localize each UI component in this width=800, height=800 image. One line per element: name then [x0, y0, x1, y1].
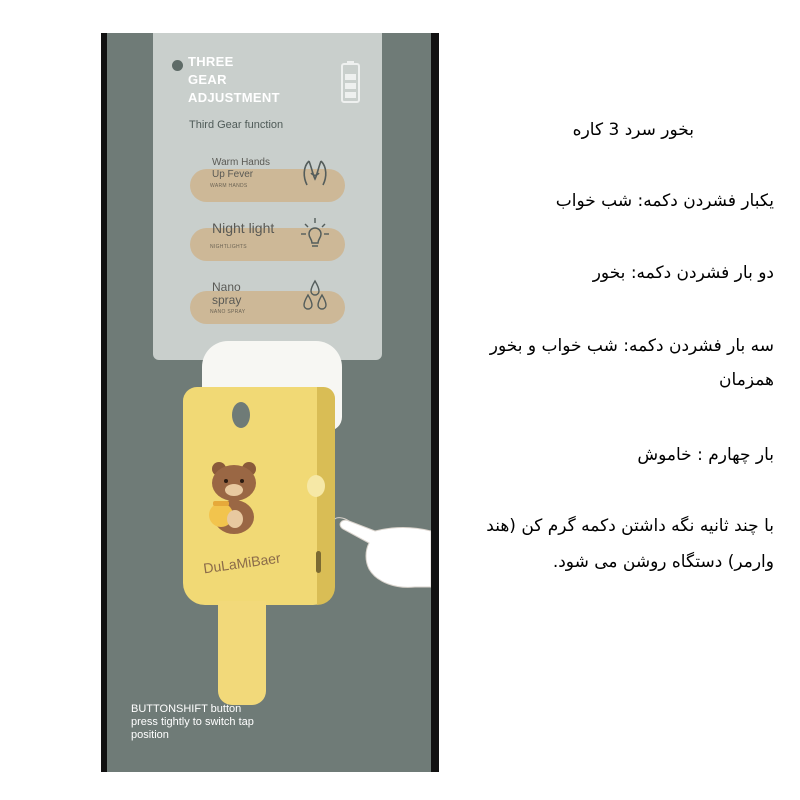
persian-line-press-thrice: سه بار فشردن دکمه: شب خواب و بخور همزمان [489, 336, 774, 390]
gear-item-sublabel: NANO SPRAY [210, 309, 246, 315]
bear-illustration [199, 457, 271, 537]
card-title [188, 53, 298, 107]
bullet-dot [172, 60, 183, 71]
gear-item-warm-hands [190, 157, 345, 202]
card-title-line1: THREE [188, 54, 234, 69]
gear-item-label: Nano spray [212, 280, 242, 307]
persian-heading: بخور سرد 3 کاره [572, 120, 694, 140]
button-shift-caption: BUTTONSHIFT button press tightly to switch tap position [131, 703, 254, 741]
gear-info-card [153, 33, 382, 360]
product-photo [101, 33, 439, 772]
gear-item-label: Night light [212, 220, 275, 236]
persian-line-fourth-off: بار چهارم : خاموش [637, 445, 774, 465]
card-subtitle: Third Gear function [189, 119, 284, 131]
gear-item-nano-spray [190, 280, 345, 324]
lightbulb-icon [295, 214, 335, 254]
gear-item-night-light [190, 220, 345, 261]
photo-border-left [101, 33, 107, 772]
spray-hole [232, 402, 250, 428]
battery-icon [341, 61, 360, 103]
persian-line-press-once: یکبار فشردن دکمه: شب خواب [555, 191, 774, 211]
finger-pointing-illustration [319, 471, 431, 611]
persian-line-hand-warmer: با چند ثانیه نگه داشتن دکمه گرم کن (هند وارمر) دستگاه روشن می شود. [486, 516, 774, 572]
product-stick [218, 601, 266, 705]
droplets-icon [295, 275, 335, 315]
persian-line-press-twice: دو بار فشردن دکمه: بخور [592, 263, 774, 283]
hands-icon [295, 151, 335, 191]
gear-item-label: Warm Hands Up Fever [212, 157, 270, 180]
photo-border-right [431, 33, 439, 772]
gear-item-sublabel: WARM HANDS [210, 183, 248, 189]
gear-item-sublabel: NIGHTLIGHTS [210, 244, 247, 250]
card-title-line3: ADJUSTMENT [188, 90, 280, 105]
card-title-line2: GEAR [188, 72, 227, 87]
brand-label: DuLaMiBaer [202, 549, 282, 577]
